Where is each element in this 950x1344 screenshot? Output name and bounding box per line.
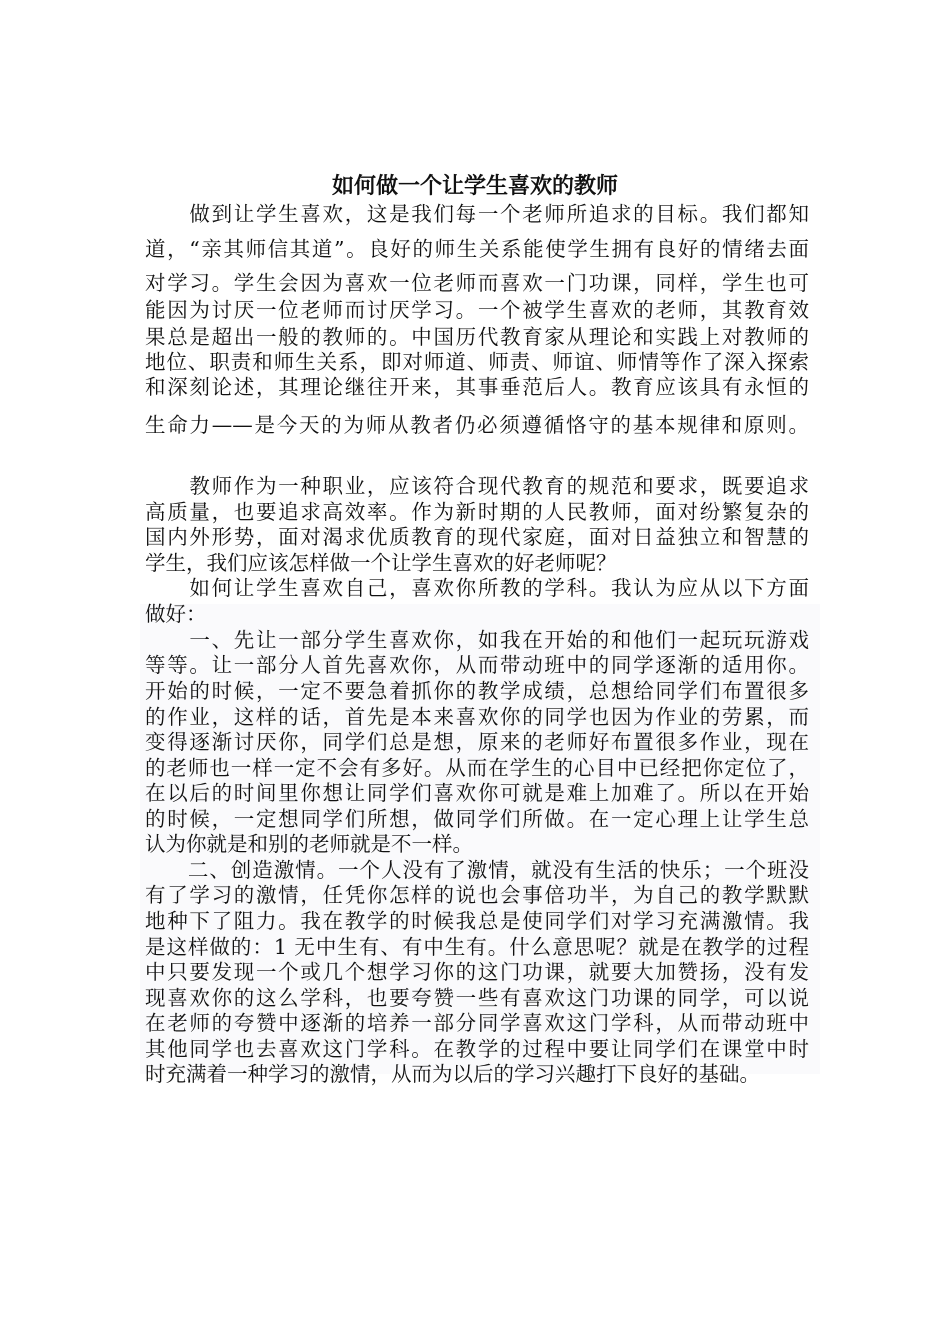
text-line: 在以后的时间里你想让同学们喜欢你可就是难上加难了。所以在开始 [145, 781, 809, 805]
text-line: 地位、职责和师生关系，即对师道、师责、师谊、师情等作了深入探索 [145, 350, 809, 374]
text-line: 果总是超出一般的教师的。中国历代教育家从理论和实践上对教师的 [145, 325, 809, 349]
text-line: 时充满着一种学习的激情，从而为以后的学习兴趣打下良好的基础。 [145, 1062, 760, 1086]
text-line: 中只要发现一个或几个想学习你的这门功课，就要大加赞扬，没有发 [145, 960, 809, 984]
text-line: 高质量，也要追求高效率。作为新时期的人民教师，面对纷繁复杂的 [145, 500, 809, 524]
text-line: 如何让学生喜欢自己，喜欢你所教的学科。我认为应从以下方面 [145, 576, 809, 600]
text-line: 能因为讨厌一位老师而讨厌学习。一个被学生喜欢的老师，其教育效 [145, 298, 809, 322]
text-line: 道，“亲其师信其道”。良好的师生关系能使学生拥有良好的情绪去面 [145, 237, 809, 261]
text-line: 是这样做的：1 无中生有、有中生有。什么意思呢？就是在教学的过程 [145, 935, 809, 959]
text-line: 其他同学也去喜欢这门学科。在教学的过程中要让同学们在课堂中时 [145, 1037, 809, 1061]
text-line: 做好： [145, 602, 207, 626]
text-line: 的老师也一样一定不会有多好。从而在学生的心目中已经把你定位了， [145, 756, 809, 780]
text-line: 变得逐渐讨厌你，同学们总是想，原来的老师好布置很多作业，现在 [145, 730, 809, 754]
text-line: 对学习。学生会因为喜欢一位老师而喜欢一门功课，同样，学生也可 [145, 271, 809, 295]
text-line: 等等。让一部分人首先喜欢你，从而带动班中的同学逐渐的适用你。 [145, 653, 809, 677]
text-line: 现喜欢你的这么学科，也要夸赞一些有喜欢这门功课的同学，可以说 [145, 986, 809, 1010]
text-line: 的作业，这样的话，首先是本来喜欢你的同学也因为作业的劳累，而 [145, 705, 809, 729]
text-line: 的时候，一定想同学们所想，做同学们所做。在一定心理上让学生总 [145, 807, 809, 831]
text-line: 地种下了阻力。我在教学的时候我总是使同学们对学习充满激情。我 [145, 909, 809, 933]
text-line: 二、创造激情。一个人没有了激情，就没有生活的快乐；一个班没 [145, 858, 809, 882]
text-line: 学生，我们应该怎样做一个让学生喜欢的好老师呢？ [145, 551, 617, 575]
text-line: 国内外形势，面对渴求优质教育的现代家庭，面对日益独立和智慧的 [145, 525, 809, 549]
text-line: 开始的时候，一定不要急着抓你的教学成绩，总想给同学们布置很多 [145, 679, 809, 703]
text-line: 在老师的夸赞中逐渐的培养一部分同学喜欢这门学科，从而带动班中 [145, 1011, 809, 1035]
text-line: 一、先让一部分学生喜欢你，如我在开始的和他们一起玩玩游戏 [145, 628, 809, 652]
text-line: 生命力——是今天的为师从教者仍必须遵循恪守的基本规律和原则。 [145, 413, 809, 437]
text-line: 和深刻论述，其理论继往开来，其事垂范后人。教育应该具有永恒的 [145, 375, 809, 399]
text-line: 认为你就是和别的老师就是不一样。 [145, 832, 473, 856]
document-title: 如何做一个让学生喜欢的教师 [331, 173, 618, 199]
text-line: 做到让学生喜欢，这是我们每一个老师所追求的目标。我们都知 [145, 202, 809, 226]
text-line: 有了学习的激情，任凭你怎样的说也会事倍功半，为自己的教学默默 [145, 883, 809, 907]
text-line: 教师作为一种职业，应该符合现代教育的规范和要求，既要追求 [145, 474, 809, 498]
